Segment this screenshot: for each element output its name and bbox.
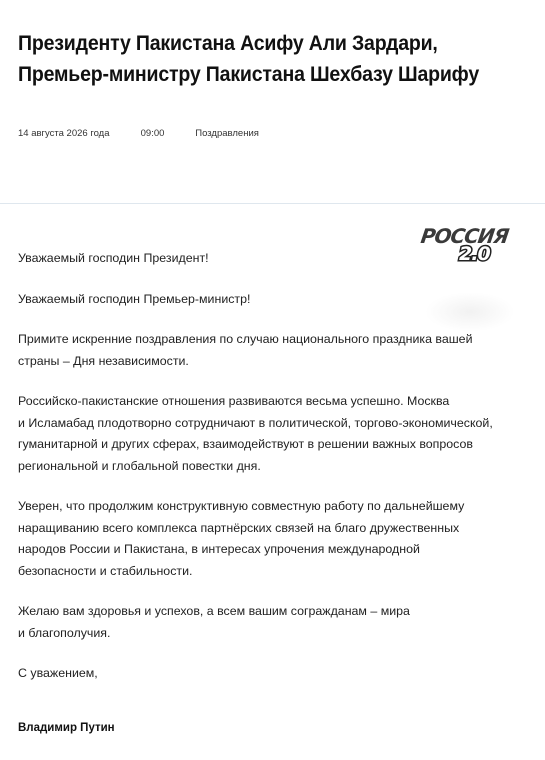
title-line-2: Премьер-министру Пакистана Шехбазу Шарифу xyxy=(18,63,480,86)
page-title xyxy=(18,28,492,90)
title-line-1: Президенту Пакистана Асифу Али Зардари, xyxy=(18,32,438,55)
section-divider xyxy=(0,203,545,204)
paragraph-line: безопасности и стабильности. xyxy=(18,563,193,578)
letter-body xyxy=(18,248,533,685)
paragraph-line: наращиванию всего комплекса партнёрских связей на благо дружественных xyxy=(18,520,460,535)
signature-name: Владимир Путин xyxy=(18,722,115,734)
paragraph-line: региональной и глобальной повестки дня. xyxy=(18,458,261,473)
paragraph-line: Примите искренние поздравления по случаю национального праздника вашей xyxy=(18,332,473,346)
closing-line: С уважением, xyxy=(18,666,98,680)
paragraph-line: и благополучия. xyxy=(18,625,111,640)
paragraph-line: гуманитарной и других сферах, взаимодействуют в решении важных вопросов xyxy=(18,437,473,451)
paragraph-line: и Исламабад плодотворно сотрудничают в политической, торгово-экономической, xyxy=(18,415,493,430)
greeting-prime-minister: Уважаемый господин Премьер-министр! xyxy=(18,291,251,306)
greeting-president: Уважаемый господин Президент! xyxy=(18,251,209,265)
publish-date: 14 августа 2026 года xyxy=(18,128,110,139)
paragraph-line: Российско-пакистанские отношения развиваются весьма успешно. Москва xyxy=(18,394,450,408)
watermark-number: 2.0 xyxy=(459,243,490,265)
paragraph-line: Уверен, что продолжим конструктивную совместную работу по дальнейшему xyxy=(18,499,465,513)
paragraph-line: страны – Дня независимости. xyxy=(18,353,189,368)
category-link[interactable]: Поздравления xyxy=(195,128,259,139)
article-meta xyxy=(18,128,259,139)
paragraph-line: Желаю вам здоровья и успехов, а всем вашим согражданам – мира xyxy=(18,604,410,618)
paragraph-line: народов России и Пакистана, в интересах упрочения международной xyxy=(18,542,420,556)
watermark-word: РОССИЯ xyxy=(419,224,510,248)
publish-time: 09:00 xyxy=(140,128,165,139)
